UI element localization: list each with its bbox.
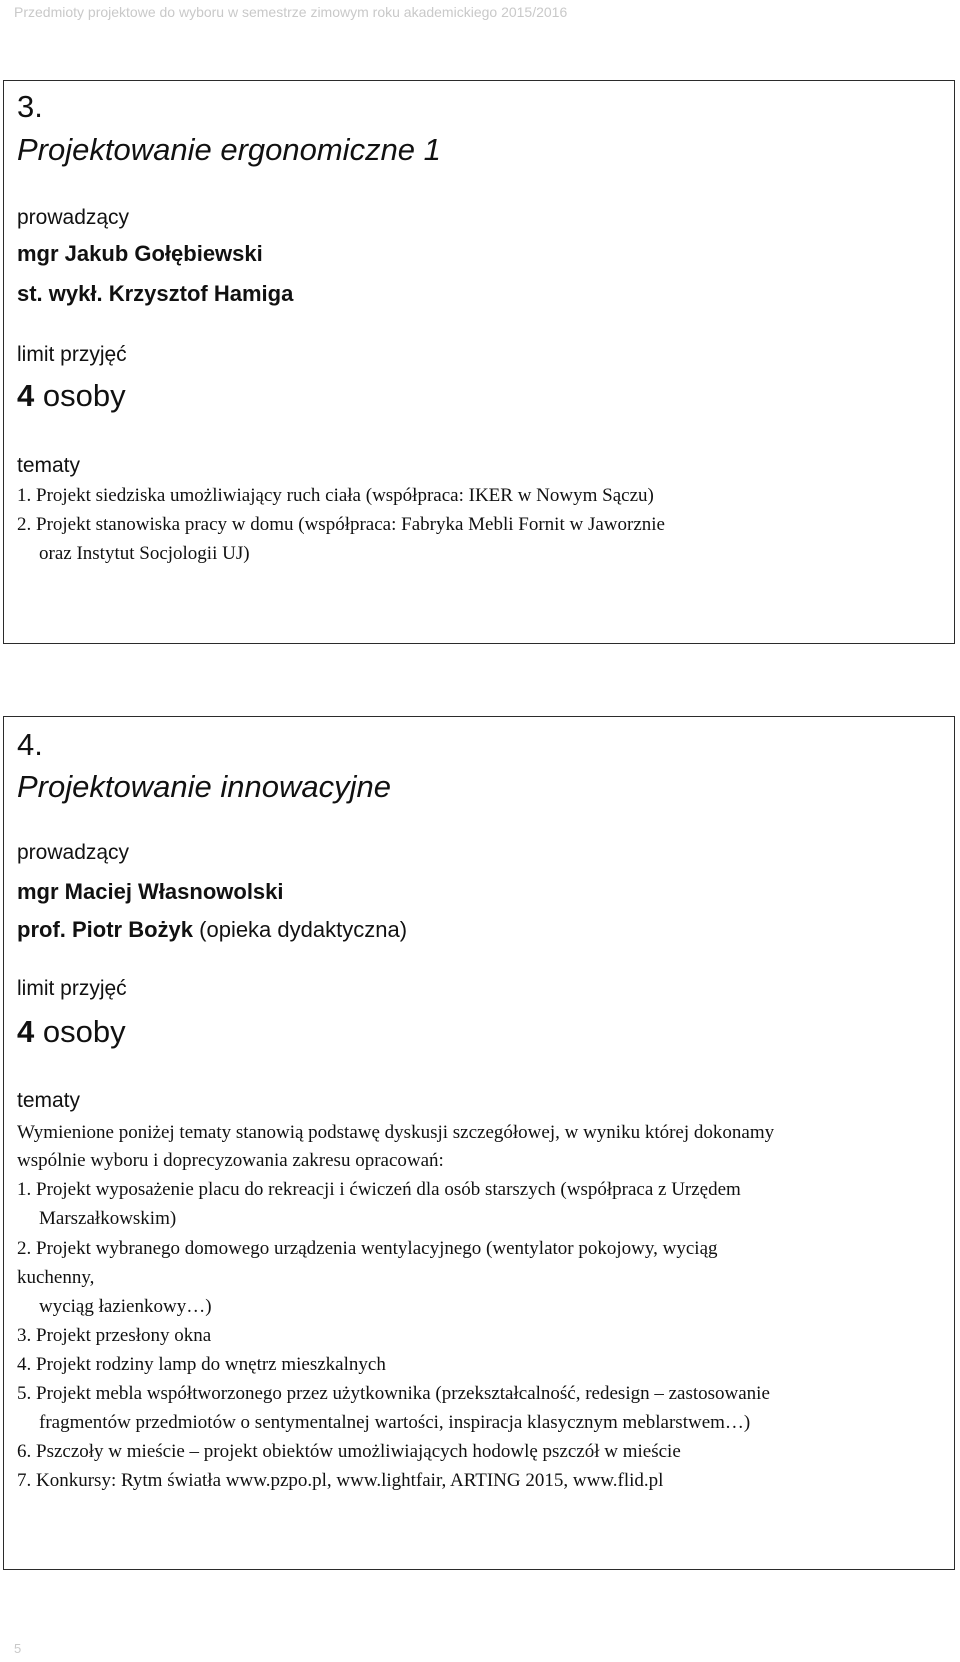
topic-intro: wspólnie wyboru i doprecyzowania zakresu opracowań: [17, 1150, 444, 1171]
topic-line: 1. Projekt wyposażenie placu do rekreacji i ćwiczeń dla osób starszych (współpraca z Urzędem [17, 1179, 741, 1200]
limit-number: 4 [17, 378, 35, 413]
limit-label: limit przyjęć [17, 343, 127, 366]
instructors-label: prowadzący [17, 841, 130, 864]
topic-line: oraz Instytut Socjologii UJ) [39, 543, 250, 564]
instructor-name-bold: prof. Piotr Bożyk [17, 917, 194, 942]
topic-line: 3. Projekt przesłony okna [17, 1325, 212, 1346]
instructor-name: st. wykł. Krzysztof Hamiga [17, 281, 294, 306]
subject-title: Projektowanie ergonomiczne 1 [17, 132, 441, 167]
limit-value [17, 1014, 126, 1050]
topic-line: wyciąg łazienkowy…) [39, 1296, 212, 1317]
topic-line: 2. Projekt stanowiska pracy w domu (współpraca: Fabryka Mebli Fornit w Jaworznie [17, 514, 665, 535]
instructor-name: mgr Jakub Gołębiewski [17, 241, 263, 266]
topic-line: fragmentów przedmiotów o sentymentalnej wartości, inspiracja klasycznym meblarstwem…) [39, 1412, 751, 1433]
topic-intro: Wymienione poniżej tematy stanowią podstawę dyskusji szczegółowej, w wyniku której dokonamy [17, 1122, 775, 1143]
topic-line: kuchenny, [17, 1267, 95, 1288]
topic-line: 2. Projekt wybranego domowego urządzenia wentylacyjnego (wentylator pokojowy, wyciąg [17, 1238, 718, 1259]
subject-number: 3. [17, 89, 43, 124]
topic-line: 6. Pszczoły w mieście – projekt obiektów umożliwiających hodowlę pszczół w mieście [17, 1441, 681, 1462]
instructor-note: (opieka dydaktyczna) [199, 917, 408, 942]
limit-unit: osoby [42, 378, 126, 413]
limit-label: limit przyjęć [17, 977, 127, 1000]
limit-number: 4 [17, 1014, 35, 1049]
instructor-name [17, 917, 407, 943]
running-header: Przedmioty projektowe do wyboru w semestrze zimowym roku akademickiego 2015/2016 [14, 4, 568, 20]
topics-label: tematy [17, 454, 81, 477]
limit-value [17, 378, 126, 414]
topics-label: tematy [17, 1089, 81, 1112]
topic-line: 4. Projekt rodziny lamp do wnętrz mieszkalnych [17, 1354, 386, 1375]
subject-number: 4. [17, 727, 43, 762]
instructors-label: prowadzący [17, 206, 130, 229]
page-number: 5 [14, 1641, 22, 1656]
instructor-name: mgr Maciej Własnowolski [17, 879, 284, 904]
subject-title: Projektowanie innowacyjne [17, 769, 391, 804]
limit-unit: osoby [42, 1014, 126, 1049]
topic-line: 5. Projekt mebla współtworzonego przez użytkownika (przekształcalność, redesign – zastosowanie [17, 1383, 770, 1404]
topic-line: 1. Projekt siedziska umożliwiający ruch ciała (współpraca: IKER w Nowym Sączu) [17, 485, 654, 506]
topic-line: 7. Konkursy: Rytm światła www.pzpo.pl, www.lightfair, ARTING 2015, www.flid.pl [17, 1470, 664, 1491]
topic-line: Marszałkowskim) [39, 1208, 177, 1229]
subject-box-3 [3, 80, 955, 644]
subject-box-4 [3, 716, 955, 1570]
